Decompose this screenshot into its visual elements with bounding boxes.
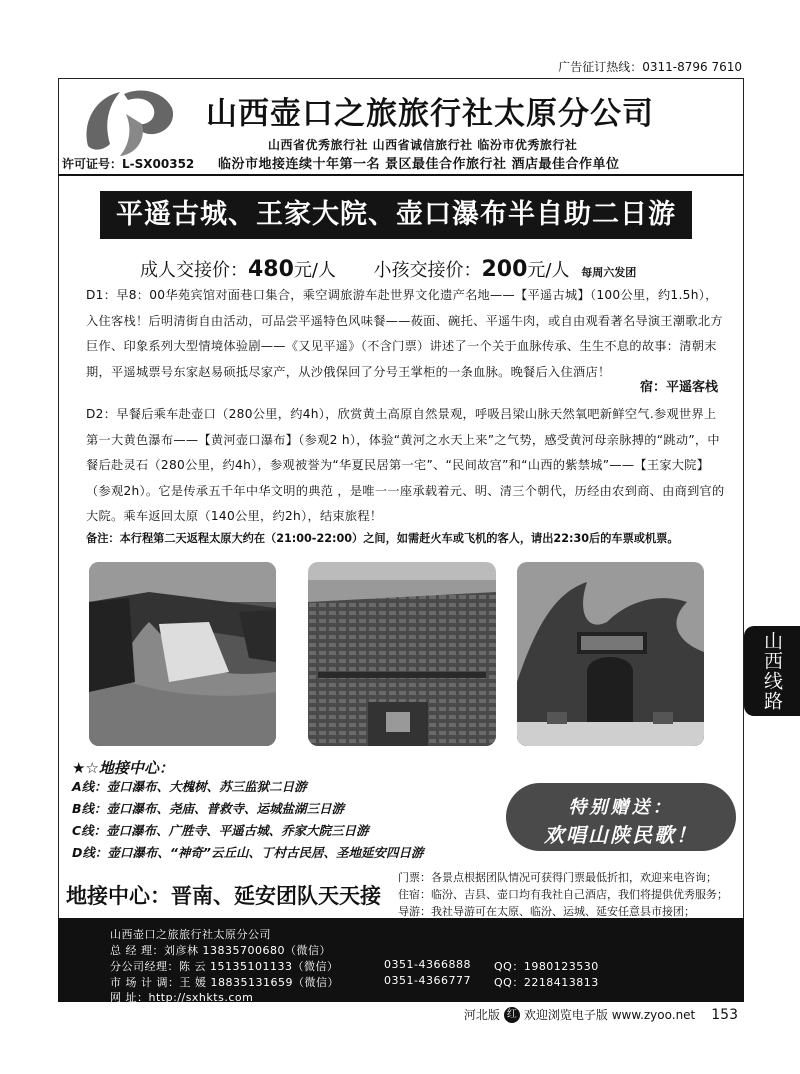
footer-general-manager: 总 经 理：刘彦林 13835700680（微信） xyxy=(110,944,331,957)
honors-line-1: 山西省优秀旅行社 山西省诚信旅行社 临汾市优秀旅行社 xyxy=(268,138,578,152)
price-line xyxy=(140,256,636,282)
route-d: D线：壶口瀑布、“神奇”云丘山、丁村古民居、圣地延安四日游 xyxy=(72,845,424,860)
child-price-value: 200 xyxy=(481,257,528,282)
local-center-title: ★☆地接中心： xyxy=(72,759,174,777)
itinerary-day-2: D2：早餐后乘车赴壶口（280公里，约4h），欣赏黄土高原自然景观，呼吸吕梁山脉天然氧吧新鲜空气.参观世界上第一大黄色瀑布——【黄河壶口瀑布】（参观2 h），体验“黄河之水天上来”之气势，感受黄河母亲脉搏的“跳动”，中餐后赴灵石（280公里，约4h），参观被誉为“华夏民居第一宅”、“民间故宫”和“山西的紫禁城”——【王家大院】（参观2h）。它是传承五千年中华文明的典范 ，是唯一一座承载着元、明、清三个朝代，历经由农到商、由商到官的大院。乘车返回太原（140公里，约2h），结束旅程！ xyxy=(86,407,725,523)
travel-agency-logo-icon xyxy=(80,84,180,160)
wang-family-compound-photo xyxy=(517,562,704,746)
departure-schedule: 每周六发团 xyxy=(581,266,637,279)
honors-line-2: 临汾市地接连续十年第一名 景区最佳合作旅行社 酒店最佳合作单位 xyxy=(218,157,620,172)
lodging-info: 住宿：临汾、吉县、壶口均有我社自己酒店，我们将提供优秀服务； xyxy=(398,888,728,901)
red-badge-icon: 红 xyxy=(504,1007,520,1023)
gift-bubble xyxy=(506,783,736,851)
footer-qq-2: QQ：2218413813 xyxy=(494,976,599,989)
website-promo: 欢迎浏览电子版 www.zyoo.net xyxy=(523,1008,696,1022)
footer-website: 网 址：http://sxhkts.com xyxy=(110,991,254,1004)
waterfall-photo xyxy=(89,562,276,746)
page-number: 153 xyxy=(711,1006,738,1023)
child-price-label: 小孩交接价： xyxy=(373,260,482,281)
page-footer xyxy=(464,1006,738,1023)
local-center-slogan: 地接中心：晋南、延安团队天天接 xyxy=(66,884,381,908)
license-number: 许可证号：L-SX00352 xyxy=(62,157,195,171)
ticket-info: 门票：各景点根据团队情况可获得门票最低折扣，欢迎来电咨询； xyxy=(398,871,717,884)
ancient-city-aerial-photo xyxy=(308,562,496,746)
shanxi-routes-tab: 山西线路 xyxy=(744,626,800,716)
child-price-unit: 元/人 xyxy=(527,260,570,281)
return-note: 备注：本行程第二天返程太原大约在（21:00-22:00）之间，如需赶火车或飞机的客人，请出22:30后的车票或机票。 xyxy=(86,532,679,545)
footer-branch-manager: 分公司经理：陈 云 15135101133（微信） xyxy=(110,960,339,973)
adult-price-value: 480 xyxy=(248,257,294,282)
gift-line-2: 欢唱山陕民歌！ xyxy=(544,823,698,847)
adult-price-label: 成人交接价： xyxy=(140,260,248,281)
itinerary-day-1: D1：早8：00华苑宾馆对面巷口集合，乘空调旅游车赴世界文化遗产名地——【平遥古城】（100公里，约1.5h），入住客栈！后明清街自由活动，可品尝平遥特色风味餐——莜面、碗托、平遥牛肉，或自由观看著名导演王潮歌北方巨作、印象系列大型情境体验剧——《又见平遥》（不含门票）讲述了一个关于血脉传承、生生不息的故事：清朝末期，平遥城票号东家赵易硕抵尽家产，从沙俄保回了分号王掌柜的一条血脉。晚餐后入住酒店！ xyxy=(86,288,723,379)
guide-info: 导游：我社导游可在太原、临汾、运城、延安任意县市接团； xyxy=(398,905,695,918)
company-name: 山西壶口之旅旅行社太原分公司 xyxy=(206,96,654,132)
route-c: C线：壶口瀑布、广胜寺、平遥古城、乔家大院三日游 xyxy=(72,823,369,838)
tour-title-banner: 平遥古城、王家大院、壶口瀑布半自助二日游 xyxy=(100,191,692,239)
footer-tel-2: 0351-4366777 xyxy=(384,974,471,987)
footer-qq-1: QQ：1980123530 xyxy=(494,960,599,973)
accommodation-day-1: 宿：平遥客栈 xyxy=(639,380,718,395)
footer-market-planner: 市 场 计 调：王 媛 18835131659（微信） xyxy=(110,976,339,989)
ad-hotline: 广告征订热线：0311-8796 7610 xyxy=(558,60,742,74)
adult-price-unit: 元/人 xyxy=(293,260,337,281)
route-a: A线：壶口瀑布、大槐树、苏三监狱二日游 xyxy=(72,779,307,794)
gift-line-1: 特别赠送： xyxy=(568,797,674,818)
footer-tel-1: 0351-4366888 xyxy=(384,958,471,971)
footer-company: 山西壶口之旅旅行社太原分公司 xyxy=(110,928,271,941)
header-divider xyxy=(58,174,744,176)
contact-footer xyxy=(58,918,744,1002)
edition-label: 河北版 xyxy=(463,1008,500,1022)
route-b: B线：壶口瀑布、尧庙、普救寺、运城盐湖三日游 xyxy=(72,801,345,816)
